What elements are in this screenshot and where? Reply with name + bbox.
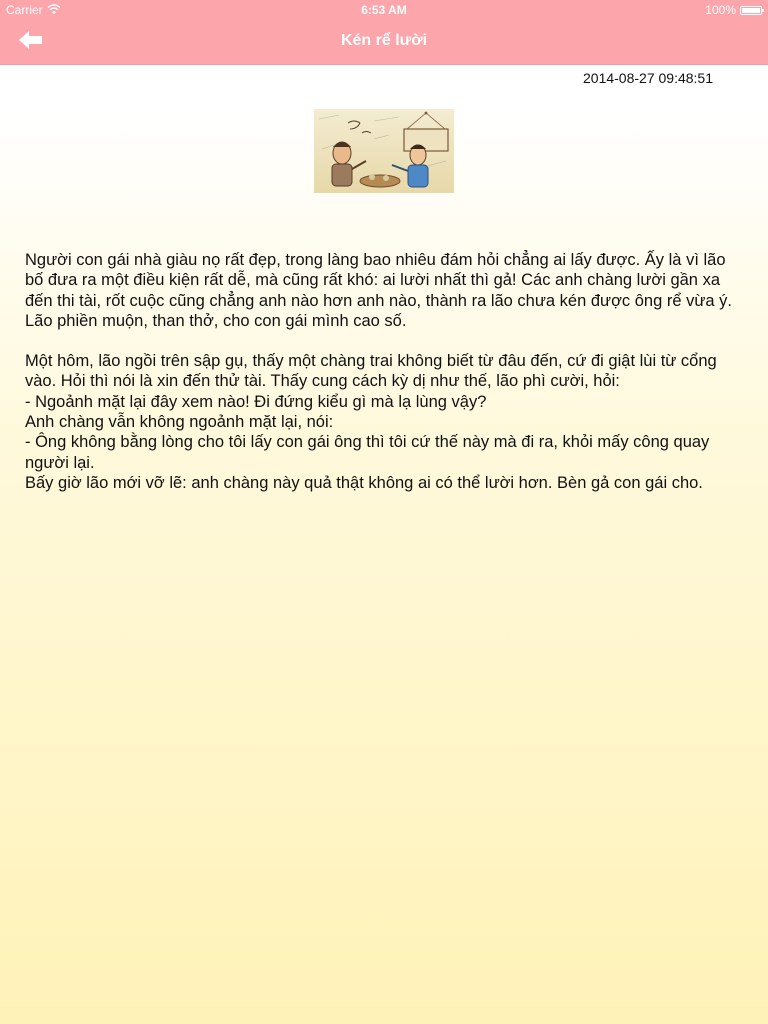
battery-percent: 100% xyxy=(705,3,736,17)
carrier-label: Carrier xyxy=(6,3,43,17)
battery-icon xyxy=(740,6,762,15)
paragraph-gap xyxy=(25,331,745,351)
story-paragraph: Anh chàng vẫn không ngoảnh mặt lại, nói: xyxy=(25,413,334,432)
story-paragraph: - Ngoảnh mặt lại đây xem nào! Đi đứng kiểu gì mà lạ lùng vậy? xyxy=(25,392,487,411)
battery-group xyxy=(705,3,762,17)
status-bar xyxy=(0,0,768,20)
story-paragraph: Bấy giờ lão mới vỡ lẽ: anh chàng này quả thật không ai có thể lười hơn. Bèn gả con gái cho. xyxy=(25,473,703,492)
story-body xyxy=(25,250,745,493)
article-timestamp: 2014-08-27 09:48:51 xyxy=(583,70,713,86)
status-time: 6:53 AM xyxy=(361,3,407,17)
story-paragraph: Một hôm, lão ngồi trên sập gụ, thấy một chàng trai không biết từ đâu đến, cứ đi giật lùi từ cổng vào. Hỏi thì nói là xin đến thử tài. Thấy cung cách kỳ dị như thế, lão phì cười, hỏi: xyxy=(25,352,717,391)
story-illustration xyxy=(314,109,454,193)
story-paragraph: Người con gái nhà giàu nọ rất đẹp, trong làng bao nhiêu đám hỏi chẳng ai lấy được. Ấy là vì lão bố đưa ra một điều kiện rất dễ, mà cũng rất khó: ai lười nhất thì gả! Các anh chàng lười gần xa đến thi tài, rốt cuộc cũng chẳng anh nào hơn anh nào, thành ra lão chưa kén được ông rể vừa ý. Lão phiền muộn, than thở, cho con gái mình cao số. xyxy=(25,251,732,330)
story-paragraph: - Ông không bằng lòng cho tôi lấy con gái ông thì tôi cứ thế này mà đi ra, khỏi mấy công quay người lại. xyxy=(25,433,710,472)
page-title: Kén rể lười xyxy=(340,32,428,49)
navigation-bar xyxy=(0,20,768,65)
